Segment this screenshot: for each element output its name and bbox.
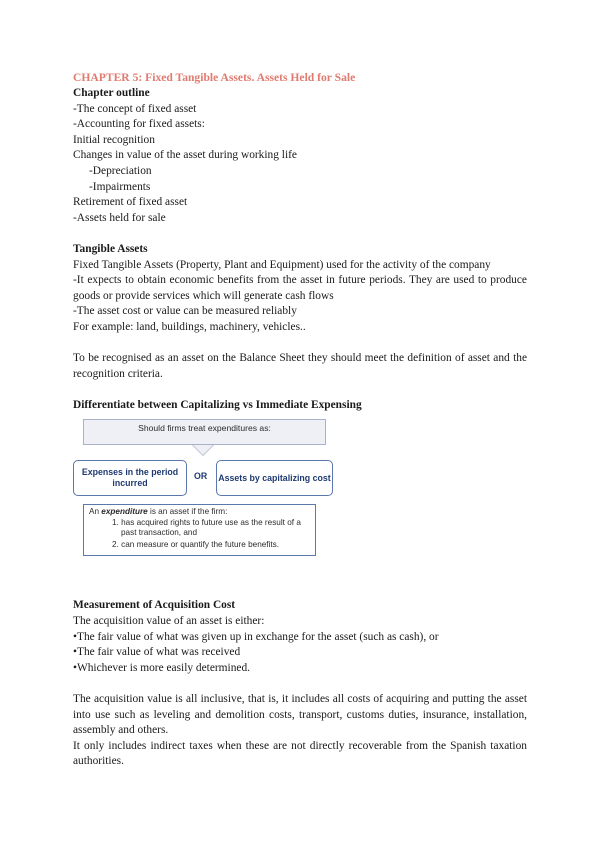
- differentiate-heading: Differentiate between Capitalizing vs Immediate Expensing: [73, 398, 362, 411]
- document-page: [73, 70, 527, 770]
- expenditure-suffix: is an asset if the firm:: [147, 507, 228, 517]
- diagram-question: Should firms treat expenditures as:: [138, 423, 271, 434]
- expenditure-criterion: 2. can measure or quantify the future benefits.: [112, 540, 280, 550]
- chapter-title: CHAPTER 5: Fixed Tangible Assets. Assets Held for Sale: [73, 71, 356, 84]
- diagram-left-option: [73, 460, 187, 496]
- outline-heading: Chapter outline: [73, 87, 150, 99]
- tangible-paragraph: -The asset cost or value can be measured reliably: [73, 305, 297, 318]
- outline-item: -Accounting for fixed assets:: [73, 118, 205, 131]
- outline-item: Retirement of fixed asset: [73, 196, 188, 209]
- tangible-heading: Tangible Assets: [73, 242, 148, 255]
- left-option-label: Expenses in the period incurred: [81, 467, 179, 489]
- outline-item: Changes in value of the asset during working life: [73, 149, 297, 162]
- diagram-or-label: OR: [194, 471, 208, 482]
- outline-item: -Assets held for sale: [73, 211, 166, 224]
- diagram-right-option: [216, 460, 333, 496]
- expenditure-definition: [89, 507, 310, 516]
- measurement-bullet: •Whichever is more easily determined.: [73, 661, 250, 674]
- right-option-label: Assets by capitalizing cost: [218, 473, 331, 484]
- diagram-question-box: [83, 419, 326, 445]
- outline-item: -The concept of fixed asset: [73, 102, 197, 115]
- capitalizing-diagram: [73, 418, 533, 598]
- tangible-paragraph: To be recognised as an asset on the Balance Sheet they should meet the definition of asset and the recognition criteria.: [73, 352, 527, 380]
- outline-item: Initial recognition: [73, 133, 155, 146]
- expenditure-criterion: 1. has acquired rights to future use as the result of a past transaction, and: [112, 518, 301, 538]
- measurement-bullet: •The fair value of what was given up in exchange for the asset (such as cash), or: [73, 630, 439, 643]
- measurement-bullet: •The fair value of what was received: [73, 646, 241, 659]
- measurement-paragraph: It only includes indirect taxes when these are not directly recoverable from the Spanish taxation authorities.: [73, 739, 527, 768]
- outline-item: -Impairments: [89, 180, 151, 193]
- measurement-heading: Measurement of Acquisition Cost: [73, 599, 236, 612]
- diagram-arrow: [193, 445, 213, 455]
- expenditure-prefix: An: [89, 507, 102, 517]
- tangible-paragraph: -It expects to obtain economic benefits from the asset in future periods. They are used to produce goods or provide services which will generate cash flows: [73, 274, 527, 302]
- measurement-intro: The acquisition value of an asset is either:: [73, 615, 265, 628]
- expenditure-word: expenditure: [101, 507, 148, 517]
- tangible-paragraph: Fixed Tangible Assets (Property, Plant and Equipment) used for the activity of the company: [73, 258, 491, 271]
- expenditure-box: [83, 504, 316, 556]
- tangible-paragraph: For example: land, buildings, machinery, vehicles..: [73, 320, 306, 333]
- measurement-paragraph: The acquisition value is all inclusive, that is, it includes all costs of acquiring and putting the asset into use such as leveling and demolition costs, transport, customs duties, insurance, installation, assembly and others.: [73, 693, 527, 737]
- outline-item: -Depreciation: [89, 164, 152, 177]
